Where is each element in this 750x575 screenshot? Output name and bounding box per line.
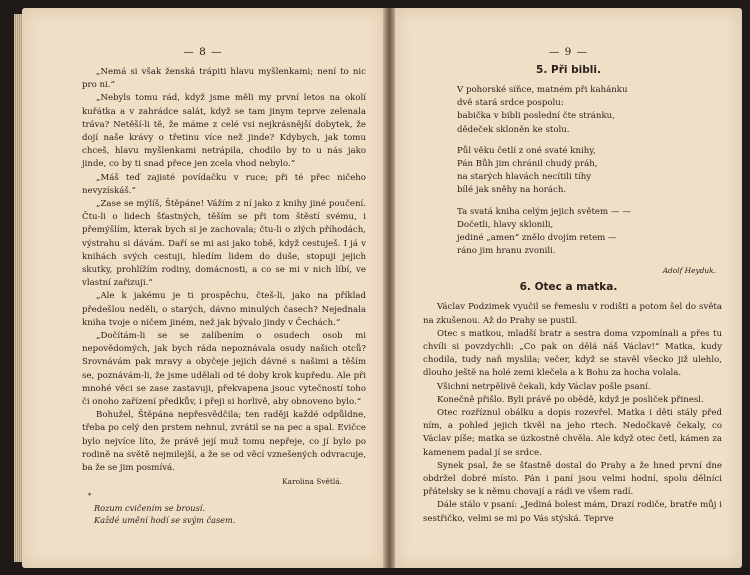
paragraph: Synek psal, že se šťastně dostal do Prahy a že hned první dne obdržel dobré místo. Pán i paní jsou velmi hodní, spolu dělníci přátelsky se k němu chovají a rádi ve všem radí. (423, 460, 722, 498)
paragraph: Bohužel, Štěpána nepřesvědčila; ten raději každé odpůldne, třeba po celý den prstem nehnul, zvrátil se na pec a spal. Evičce bylo nejvíce líto, že právě její muž tomu nepřeje, co jí bylo po rodině na světě nejmilejší, a že se od věcí vznešených odvracuje, ba že se jim posmívá. (82, 410, 366, 474)
paragraph: „Ale k jakému je ti prospěchu, čteš-li, jako na příklad předešlou neděli, o starých, dávno minulých časech? Nejednala kniha tvoje o ničem jiném, než jak bývalo jindy v Čechách.“ (82, 291, 366, 328)
poem-line: dvě stará srdce pospolu: (457, 98, 564, 109)
poem-line: dědeček skloněn ke stolu. (457, 124, 570, 135)
left-page-text (22, 58, 384, 475)
poem-line: Dočetli, hlavy sklonili, (457, 219, 554, 230)
motto-line: Rozum cvičením se brousí. (94, 503, 205, 514)
paragraph: „Nebyls tomu rád, když jsme měli my první letos na okolí kuřátka a v zahrádce salát, když se tam jinym teprve zelenala tráva? Netěší-li tě, že máme z celé vsi nejkrásnější dobytek, že dojí naše krávy o třetinu více než jinde? Kdybych, jak tomu chceš, hlavu myšlenkami netrápila, chodilo by to u nás jako jinde, co by ti snad přece jen zcela vhod nebylo.“ (82, 93, 366, 170)
stanza (457, 84, 742, 137)
poem-line: jediné „amen“ znělo dvojím retem — (457, 233, 617, 244)
paragraph: Konečně přišlo. Byli právě po obědě, když je posliček přinesl. (437, 394, 704, 405)
paragraph: „Zase se mýlíš, Štěpáne! Vážím z ní jako z knihy jiné poučení. Čtu-li o lidech šťastných, těším se při tom štěstí svému, i přemýšlím, kterak bych si je zachovala; čtu-li o zlých příhodách, výstrahu si dávám. Daří se mi asi jako tobě, když cestuješ. I já v knihách svých cestuji, hledím lidem do duše, stopuji jejich skutky, prohlížím rodiny, domácnosti, a co se mi v nich líbí, ve vlastní zařizuji.“ (82, 199, 366, 289)
right-page-text (395, 301, 742, 525)
page-number: — 9 — (548, 46, 589, 58)
paragraph: Otec s matkou, mladší bratr a sestra doma vzpomínali a přes tu chvíli si povzdychli: „Co pak on dělá náš Václav!“ Matka, kudy chodila, tudy naň myslila; večer, když se stavěl všecko již ulehlo, dlouho ještě na holé zemi klečela a k Bohu za hocha volala. (423, 328, 722, 379)
poem-author: Adolf Heyduk. (662, 266, 716, 276)
motto-line: Každé umění hodí se svým časem. (94, 515, 236, 526)
page-number: — 8 — (183, 46, 223, 58)
paragraph: Václav Podzimek vyučil se řemeslu v rodišti a potom šel do světa na zkušenou. Až do Prahy se pustil. (423, 302, 722, 326)
poem-line: V pohorské síňce, matném při kahánku (457, 85, 628, 95)
right-page (395, 8, 742, 568)
poem-title: 5. Při bibli. (536, 64, 601, 76)
poem-line: Půl věku četlí z oné svaté knihy, (457, 145, 596, 156)
poem-line: babička v bibli poslední čte stránku, (457, 111, 615, 122)
motto (22, 502, 384, 526)
paragraph: Otec rozříznul obálku a dopis rozevřel. Matka i děti stály před ním, a pohled jejich tkvěl na jeho rtech. Nedočkavě čekaly, co Václav píše; matka se úzkostně chvěla. Ale když otec četl, kámen za kamenem padal jí se srdce. (423, 408, 722, 458)
paragraph: Dále stálo v psaní: „Jediná bolest mám, Drazí rodiče, bratře můj i sestřičko, velmi se mi po Vás stýská. Teprve (423, 500, 722, 524)
stanza (457, 206, 742, 259)
stanza (457, 145, 742, 198)
paragraph: „Máš teď zajisté povídačku v ruce; při té přec ničeho nevyzískáš.“ (82, 172, 366, 196)
left-page (22, 8, 384, 568)
paragraph: „Nemá si však ženská trápiti hlavu myšlenkami; není to nic pro ni.“ (82, 67, 366, 91)
poem-line: bílé jak sněhy na horách. (457, 185, 567, 196)
poem-line: na starých hlavách necítili tíhy (457, 172, 592, 183)
poem (395, 84, 742, 258)
paragraph: Všichni netrpělivě čekali, kdy Václav pošle psaní. (437, 381, 651, 392)
poem-line: Ta svatá kniha celým jejich světem — — (457, 206, 631, 217)
author-signature: Karolina Světlá. (282, 477, 342, 487)
paragraph: „Dočítám-li se se zalíbením o osudech osob mi nepovědomých, jak bych ráda nepoznávala osudy našich otců? Srovnávám pak mravy a obyčeje jejich dávné s našimi a těším se, poznávám-li, že jsme udělali od té doby krok kupředu. Ale při mnohé věci se zase zastavuji, překvapena jsouc vytečností toho či onoho zařízení předkův, i přeji si horlivě, aby obnoveno bylo.“ (82, 331, 366, 408)
poem-line: ráno jim hranu zvonili. (457, 246, 556, 257)
poem-line: Pán Bůh jim chránil chudý práh, (457, 159, 598, 170)
separator-star: * (88, 492, 92, 501)
section-title: 6. Otec a matka. (519, 281, 618, 294)
